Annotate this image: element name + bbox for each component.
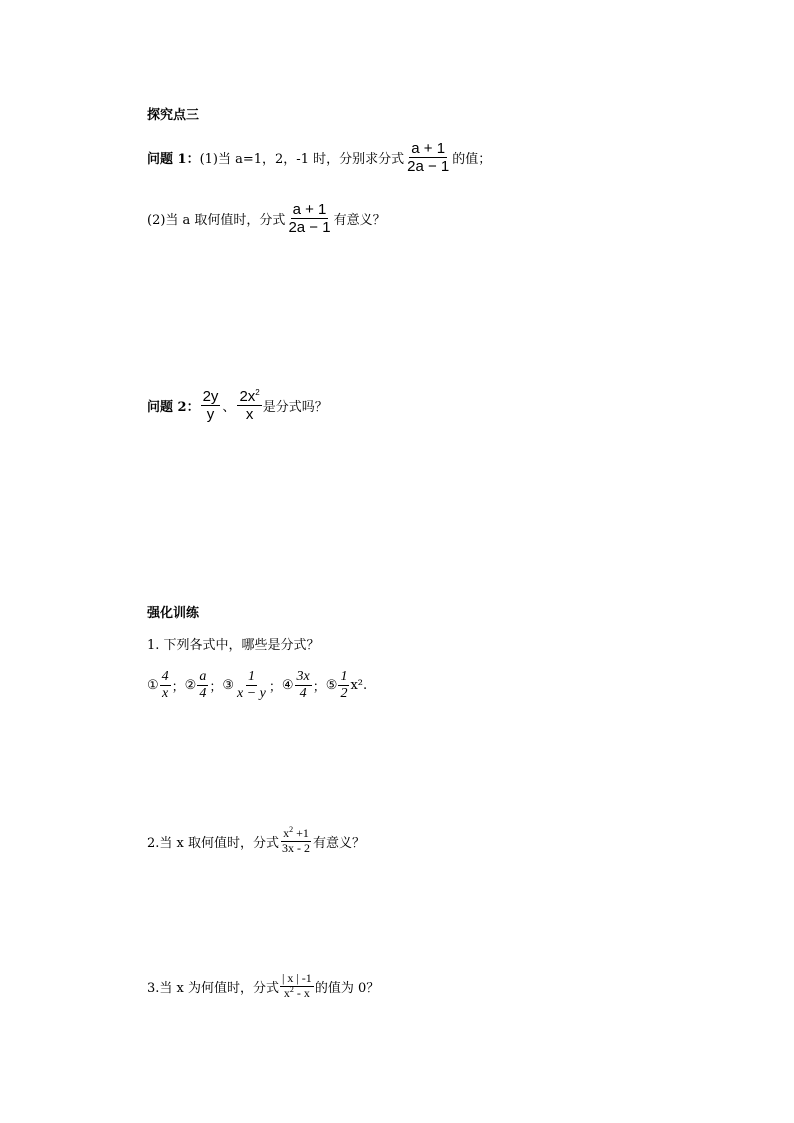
fraction-numerator: 4 xyxy=(160,669,171,686)
fraction-numerator xyxy=(281,827,311,842)
exercise-3-suffix: 的值为 0？ xyxy=(314,980,380,996)
denominator-exponent: 2 xyxy=(289,984,294,994)
fraction-2x2-over-x xyxy=(237,388,261,424)
exercise-3 xyxy=(147,972,379,1001)
item-separator: ； xyxy=(209,680,223,696)
question-1-part-1-text: (1)当 a=1，2，-1 时，分别求分式 xyxy=(199,152,405,168)
item-separator: ； xyxy=(268,680,282,696)
fraction-a-over-4 xyxy=(197,669,208,702)
fraction-numerator: 1 xyxy=(338,669,349,686)
item-separator: ； xyxy=(171,680,185,696)
practice-title-text: 强化训练 xyxy=(147,606,200,621)
numerator-base: 2x xyxy=(239,388,256,405)
fraction-denominator: x xyxy=(162,686,169,702)
fraction-denominator: 2a − 1 xyxy=(288,219,331,237)
fraction-denominator: 4 xyxy=(199,686,207,702)
fraction-numerator xyxy=(237,388,261,406)
fraction-4-over-x xyxy=(160,669,171,702)
fraction-numerator: 3x xyxy=(295,669,312,686)
numerator-exponent: 2 xyxy=(289,825,294,834)
question-1-part-1-suffix: 的值； xyxy=(452,152,492,168)
exercise-2 xyxy=(147,827,365,856)
fraction-denominator: y xyxy=(206,406,215,424)
fraction-numerator: a xyxy=(197,669,208,686)
separator: 、 xyxy=(222,400,236,416)
fraction-numerator: a + 1 xyxy=(411,140,446,157)
fraction-a-plus-1-over-2a-minus-1 xyxy=(405,140,451,176)
fraction-denominator: 2a − 1 xyxy=(407,158,450,176)
fraction-denominator: 4 xyxy=(299,686,307,702)
denominator-rest: - x xyxy=(293,985,310,1000)
question-1-part-2-text: (2)当 a 取何值时，分式 xyxy=(147,213,286,229)
fraction-abs-x-minus-1-over-x2-minus-x xyxy=(280,972,314,1001)
fraction-1-over-x-minus-y xyxy=(235,669,268,702)
numerator-rest: +1 xyxy=(293,826,309,840)
exercise-2-suffix: 有意义？ xyxy=(313,835,366,851)
fraction-numerator: 1 xyxy=(246,669,257,686)
exercise-1-expressions xyxy=(147,669,367,702)
item-separator: ； xyxy=(312,680,326,696)
question-1-part-1 xyxy=(147,140,491,176)
fraction-numerator: a + 1 xyxy=(292,201,327,218)
question-2-suffix: 是分式吗？ xyxy=(262,400,328,416)
fraction-denominator xyxy=(282,984,312,1001)
numerator-exponent: 2 xyxy=(255,388,260,397)
numerator-base: x xyxy=(283,826,290,840)
fraction-a-plus-1-over-2a-minus-1 xyxy=(286,201,332,237)
item-mark: ② xyxy=(184,678,197,694)
fraction-numerator: 2y xyxy=(202,388,219,405)
exercise-1-question xyxy=(147,634,320,653)
denominator-base: x xyxy=(283,985,290,1000)
question-2 xyxy=(147,388,328,424)
item-mark: ③ xyxy=(222,678,234,694)
fraction-x2-plus-1-over-3x-minus-2 xyxy=(280,827,312,856)
section-title-text: 探究点三 xyxy=(147,108,200,123)
fraction-denominator: 3x - 2 xyxy=(282,840,310,855)
question-2-label: 问题 2： xyxy=(147,400,200,416)
item-mark: ① xyxy=(147,678,159,694)
fraction-denominator: 2 xyxy=(340,686,348,702)
fraction-denominator: x xyxy=(245,406,254,424)
fraction-2y-over-y xyxy=(201,388,221,424)
question-1-label: 问题 1： xyxy=(147,152,200,168)
section-title xyxy=(147,104,199,123)
fraction-3x-over-4 xyxy=(295,669,312,702)
fraction-numerator: | x | -1 xyxy=(282,971,312,985)
item-suffix-x-squared: x². xyxy=(350,678,368,694)
exercise-3-text: 3.当 x 为何值时，分式 xyxy=(147,980,279,996)
item-mark: ④ xyxy=(281,678,294,694)
fraction-denominator: x − y xyxy=(237,686,266,702)
fraction-1-over-2 xyxy=(338,669,349,702)
practice-title xyxy=(147,602,199,621)
exercise-1-text: 1. 下列各式中，哪些是分式？ xyxy=(147,638,320,653)
item-mark: ⑤ xyxy=(325,678,338,694)
exercise-2-text: 2.当 x 取何值时，分式 xyxy=(147,835,279,851)
question-1-part-2 xyxy=(147,201,386,237)
question-1-part-2-suffix: 有意义？ xyxy=(333,213,386,229)
